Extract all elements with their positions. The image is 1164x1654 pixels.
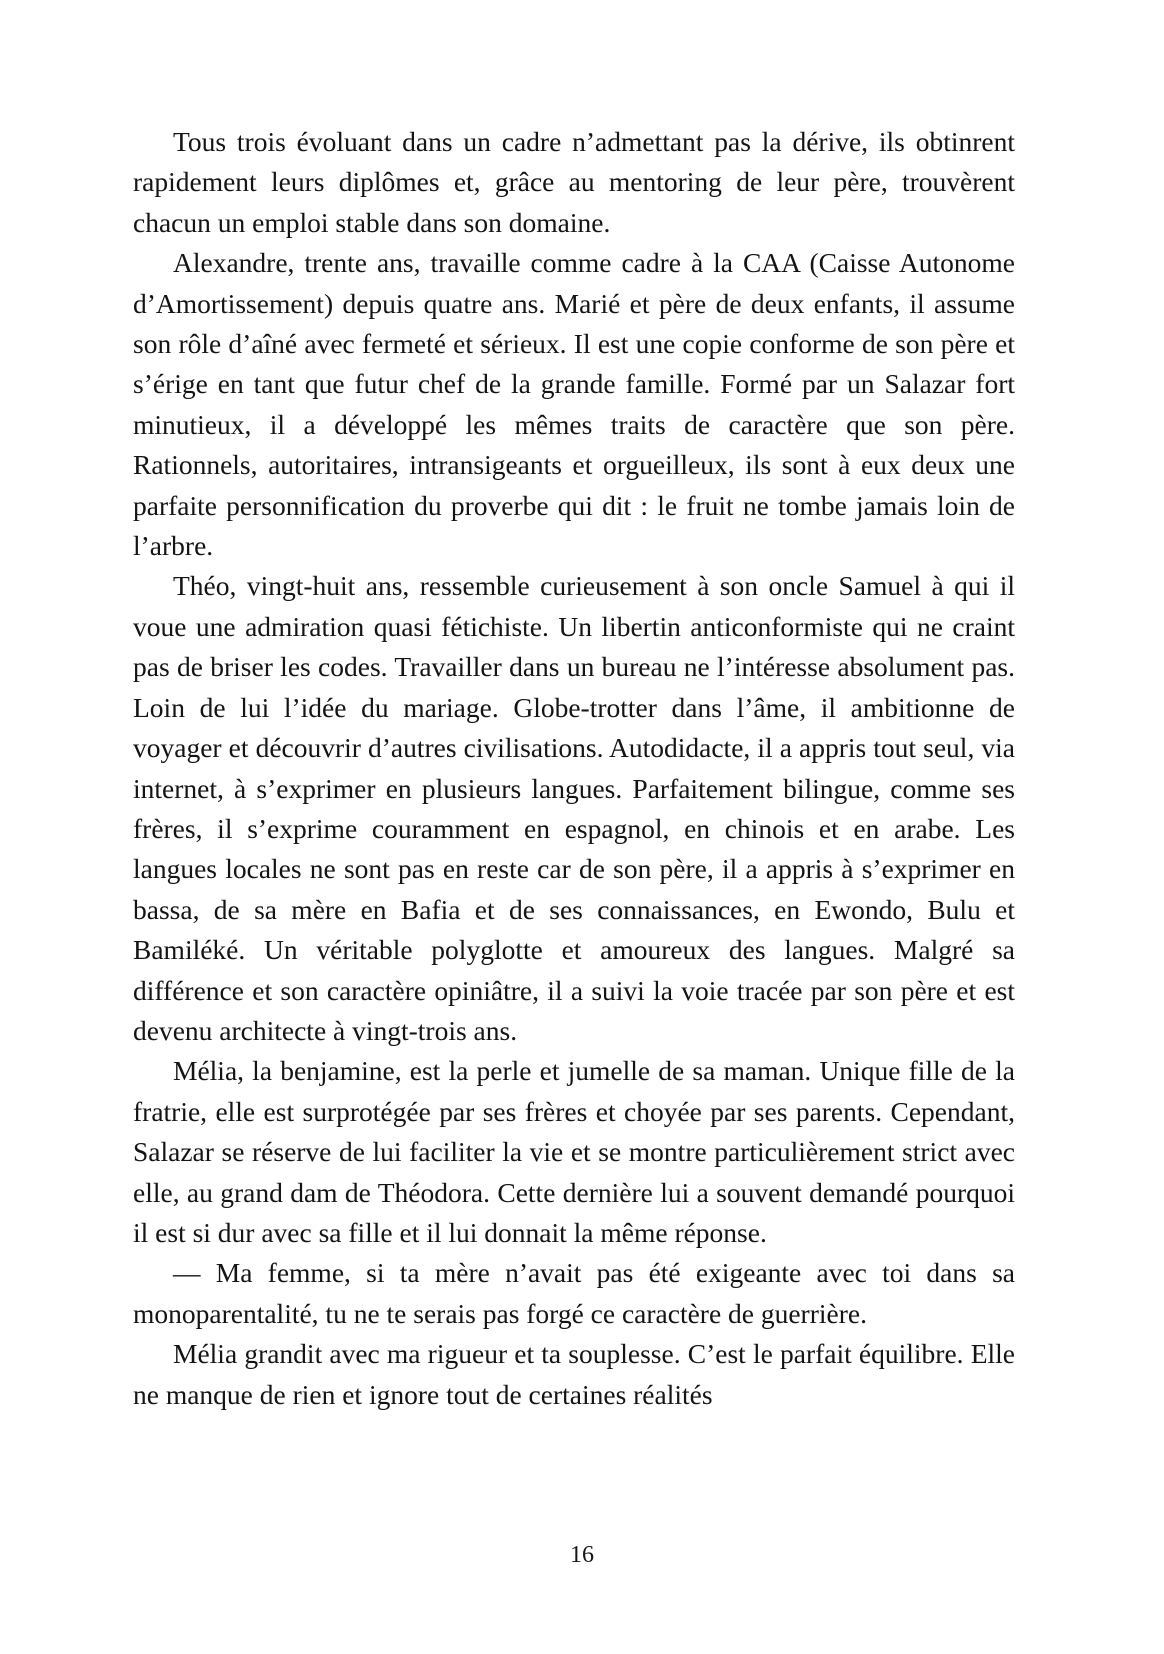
paragraph-studies: Tous trois évoluant dans un cadre n’admettant pas la dérive, ils obtinrent rapidement leurs diplômes et, grâce au mentoring de leur père, trouvèrent chacun un emploi stable dans son domaine. (133, 126, 1015, 238)
paragraph-alexandre: Alexandre, trente ans, travaille comme cadre à la CAA (Caisse Autonome d’Amortissement) depuis quatre ans. Marié et père de deux enfants, il assume son rôle d’aîné avec fermeté et sérieux. Il est une copie conforme de son père et s’érige en tant que futur chef de la grande famille. Formé par un Salazar fort minutieux, il a développé les mêmes traits de caractère que son père. Rationnels, autoritaires, intransigeants et orgueilleux, ils sont à eux deux une parfaite personnification du proverbe qui dit : le fruit ne tombe jamais loin de l’arbre. (133, 247, 1015, 562)
page-number: 16 (570, 1542, 594, 1568)
paragraph-dialogue: — Ma femme, si ta mère n’avait pas été exigeante avec toi dans sa monoparentalité, tu ne te serais pas forgé ce caractère de guerrière. (133, 1257, 1015, 1329)
body-text (133, 122, 1015, 1415)
paragraph-melia: Mélia, la benjamine, est la perle et jumelle de sa maman. Unique fille de la fratrie, elle est surprotégée par ses frères et choyée par ses parents. Cependant, Salazar se réserve de lui faciliter la vie et se montre particulièrement strict avec elle, au grand dam de Théodora. Cette dernière lui a souvent demandé pourquoi il est si dur avec sa fille et il lui donnait la même réponse. (133, 1055, 1015, 1248)
paragraph-melia-upbringing: Mélia grandit avec ma rigueur et ta souplesse. C’est le parfait équilibre. Elle ne manque de rien et ignore tout de certaines réalités (133, 1338, 1015, 1410)
paragraph-theo: Théo, vingt-huit ans, ressemble curieusement à son oncle Samuel à qui il voue une admiration quasi fétichiste. Un libertin anticonformiste qui ne craint pas de briser les codes. Travailler dans un bureau ne l’intéresse absolument pas. Loin de lui l’idée du mariage. Globe-trotter dans l’âme, il ambitionne de voyager et découvrir d’autres civilisations. Autodidacte, il a appris tout seul, via internet, à s’exprimer en plusieurs langues. Parfaitement bilingue, comme ses frères, il s’exprime couramment en espagnol, en chinois et en arabe. Les langues locales ne sont pas en reste car de son père, il a appris à s’exprimer en bassa, de sa mère en Bafia et de ses connaissances, en Ewondo, Bulu et Bamiléké. Un véritable polyglotte et amoureux des langues. Malgré sa différence et son caractère opiniâtre, il a suivi la voie tracée par son père et est devenu architecte à vingt-trois ans. (133, 570, 1015, 1046)
